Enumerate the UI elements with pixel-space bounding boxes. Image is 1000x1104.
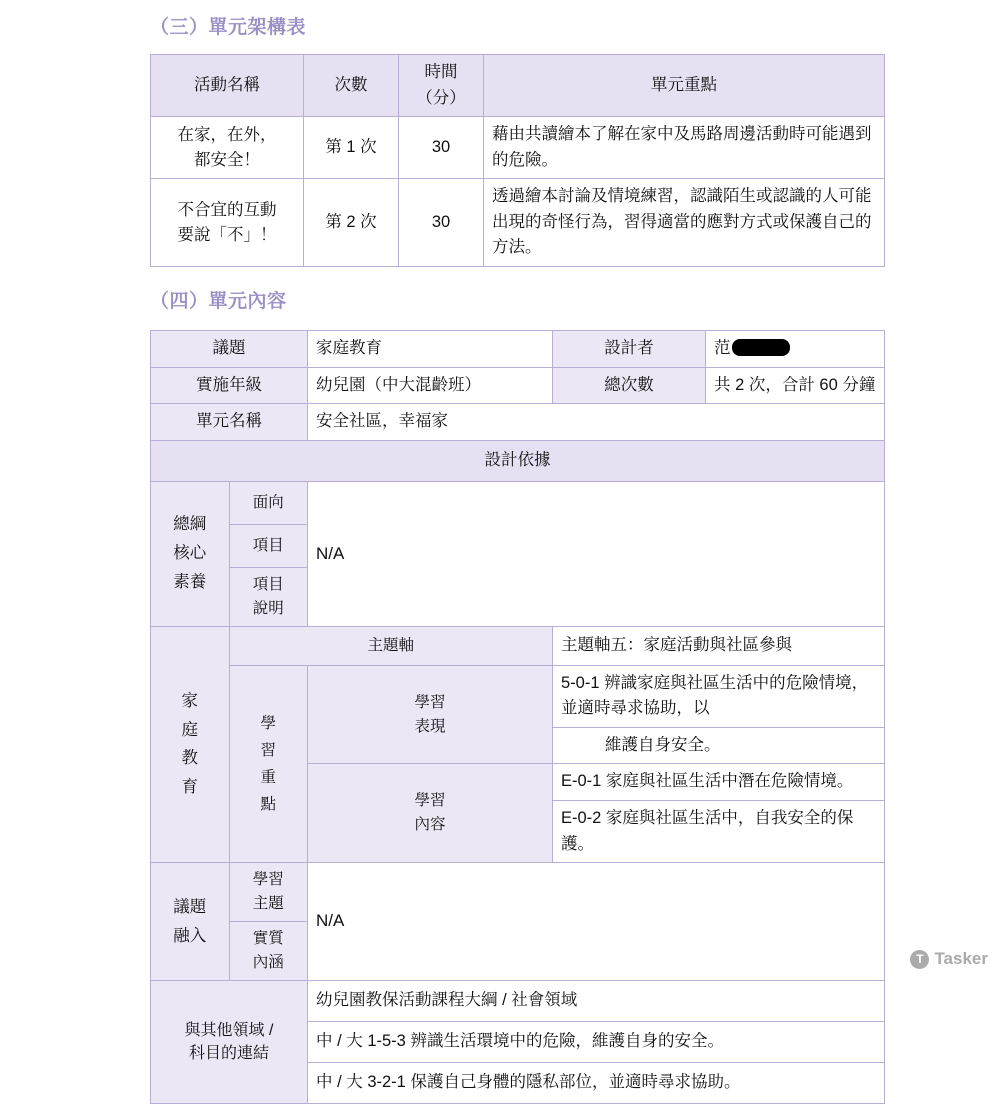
label-family-education-line3: 教	[181, 749, 198, 768]
tasker-watermark-label: Tasker	[934, 949, 988, 968]
unit-structure-table	[150, 54, 885, 267]
table-row	[151, 179, 885, 267]
value-theme-axis: 主題軸五：家庭活動與社區參與	[553, 626, 885, 665]
label-learning-theme-line1: 學習	[252, 871, 284, 889]
label-learning-theme	[229, 863, 308, 922]
cell-minutes-1: 30	[399, 117, 484, 179]
label-family-education	[151, 626, 230, 862]
section-heading-unit-content: （四）單元內容	[150, 291, 287, 312]
label-core-aspect: 面向	[229, 481, 308, 524]
label-issue-integration-line1: 議題	[173, 897, 207, 916]
value-learning-content-line2: E-0-2 家庭與社區生活中，自我安全的保護。	[553, 800, 885, 862]
value-cross-domain-line3: 中 / 大 3-2-1 保護自己身體的隱私部位，並適時尋求協助。	[308, 1063, 885, 1104]
table-row	[151, 117, 885, 179]
label-core-item: 項目	[229, 524, 308, 567]
label-learning-performance-line1: 學習	[414, 693, 446, 711]
value-total-count: 共 2 次，合計 60 分鐘	[706, 367, 885, 404]
label-substantive-content-line1: 實質	[252, 930, 284, 948]
value-learning-performance-line1: 5-0-1 辨識家庭與社區生活中的危險情境，並適時尋求協助，以	[553, 665, 885, 727]
column-header-unit-focus: 單元重點	[484, 55, 885, 117]
label-learning-content-line1: 學習	[414, 792, 446, 810]
label-learning-focus-line4: 點	[260, 796, 276, 814]
value-learning-performance-line2	[553, 727, 885, 764]
label-issue-integration	[151, 863, 230, 981]
value-cross-domain-line2: 中 / 大 1-5-3 辨識生活環境中的危險，維護自身的安全。	[308, 1022, 885, 1063]
label-core-competency-line3: 素養	[173, 573, 207, 592]
label-family-education-line1: 家	[181, 691, 198, 710]
label-learning-focus-line1: 學	[260, 714, 276, 732]
label-cross-domain	[151, 981, 308, 1104]
label-substantive-content	[229, 922, 308, 981]
value-grade: 幼兒園（中大混齡班）	[308, 367, 553, 404]
label-topic: 議題	[151, 331, 308, 368]
label-learning-performance	[308, 665, 553, 764]
column-header-minutes-line2: （分）	[416, 88, 466, 107]
table-row-design-basis-header	[151, 440, 885, 481]
redaction-bar	[732, 339, 790, 356]
label-core-competency-line1: 總綱	[173, 515, 207, 534]
tasker-logo-icon: T	[910, 950, 929, 969]
table-row-grade	[151, 367, 885, 404]
label-theme-axis: 主題軸	[229, 626, 553, 665]
column-header-minutes-line1: 時間	[424, 63, 458, 81]
designer-name: 范	[714, 339, 731, 357]
label-substantive-content-line2: 內涵	[252, 954, 284, 972]
label-cross-domain-line2: 科目的連結	[188, 1045, 269, 1063]
label-core-item-description-line1: 項目	[252, 575, 284, 593]
label-learning-content-line2: 內容	[414, 816, 446, 834]
column-header-minutes	[399, 55, 484, 117]
activity-name-1-line1: 在家，在外，	[177, 125, 277, 144]
table-row-core-competency-1	[151, 481, 885, 524]
label-core-competency	[151, 481, 230, 626]
unit-content-table	[150, 330, 885, 1104]
tasker-watermark	[910, 949, 988, 969]
activity-name-1-line2: 都安全！	[194, 150, 260, 169]
label-learning-focus	[229, 665, 308, 862]
cell-focus-2: 透過繪本討論及情境練習，認識陌生或認識的人可能出現的奇怪行為，習得適當的應對方式或保護自己的方法。	[484, 179, 885, 267]
label-issue-integration-line2: 融入	[173, 926, 207, 945]
cell-minutes-2: 30	[399, 179, 484, 267]
value-learning-content-line1: E-0-1 家庭與社區生活中潛在危險情境。	[553, 764, 885, 801]
header-design-basis: 設計依據	[151, 440, 885, 481]
value-core-competency: N/A	[308, 481, 885, 626]
label-grade: 實施年級	[151, 367, 308, 404]
table-row-issue-integration-1	[151, 863, 885, 922]
cell-activity-name-1	[151, 117, 304, 179]
label-designer: 設計者	[553, 331, 706, 368]
value-learning-performance-line2-text: 維護自身安全。	[605, 735, 721, 754]
label-family-education-line4: 育	[181, 778, 198, 797]
column-header-activity-name: 活動名稱	[151, 55, 304, 117]
table-row-theme-axis	[151, 626, 885, 665]
table-row-cross-domain-1	[151, 981, 885, 1022]
label-cross-domain-line1: 與其他領域 /	[184, 1021, 274, 1039]
cell-activity-name-2	[151, 179, 304, 267]
label-total-count: 總次數	[553, 367, 706, 404]
cell-count-1: 第 1 次	[304, 117, 399, 179]
value-topic: 家庭教育	[308, 331, 553, 368]
label-core-item-description	[229, 567, 308, 626]
column-header-count: 次數	[304, 55, 399, 117]
cell-count-2: 第 2 次	[304, 179, 399, 267]
table-header-row	[151, 55, 885, 117]
value-designer	[706, 331, 885, 368]
table-row-topic	[151, 331, 885, 368]
label-core-item-description-line2: 說明	[252, 599, 284, 617]
cell-focus-1: 藉由共讀繪本了解在家中及馬路周邊活動時可能遇到的危險。	[484, 117, 885, 179]
table-row-unit-name	[151, 404, 885, 441]
label-unit-name: 單元名稱	[151, 404, 308, 441]
section-heading-unit-structure: （三）單元架構表	[150, 17, 307, 38]
label-learning-theme-line2: 主題	[252, 895, 284, 913]
activity-name-2-line2: 要說「不」！	[177, 225, 277, 244]
label-learning-content	[308, 764, 553, 863]
label-learning-focus-line2: 習	[260, 741, 276, 759]
table-row-learning-performance	[151, 665, 885, 727]
label-learning-focus-line3: 重	[260, 768, 276, 786]
label-family-education-line2: 庭	[181, 720, 198, 739]
label-core-competency-line2: 核心	[173, 544, 207, 563]
value-cross-domain-line1: 幼兒園教保活動課程大綱 / 社會領域	[308, 981, 885, 1022]
activity-name-2-line1: 不合宜的互動	[177, 200, 277, 219]
label-learning-performance-line2: 表現	[414, 717, 446, 735]
value-unit-name: 安全社區，幸福家	[308, 404, 885, 441]
value-issue-integration: N/A	[308, 863, 885, 981]
